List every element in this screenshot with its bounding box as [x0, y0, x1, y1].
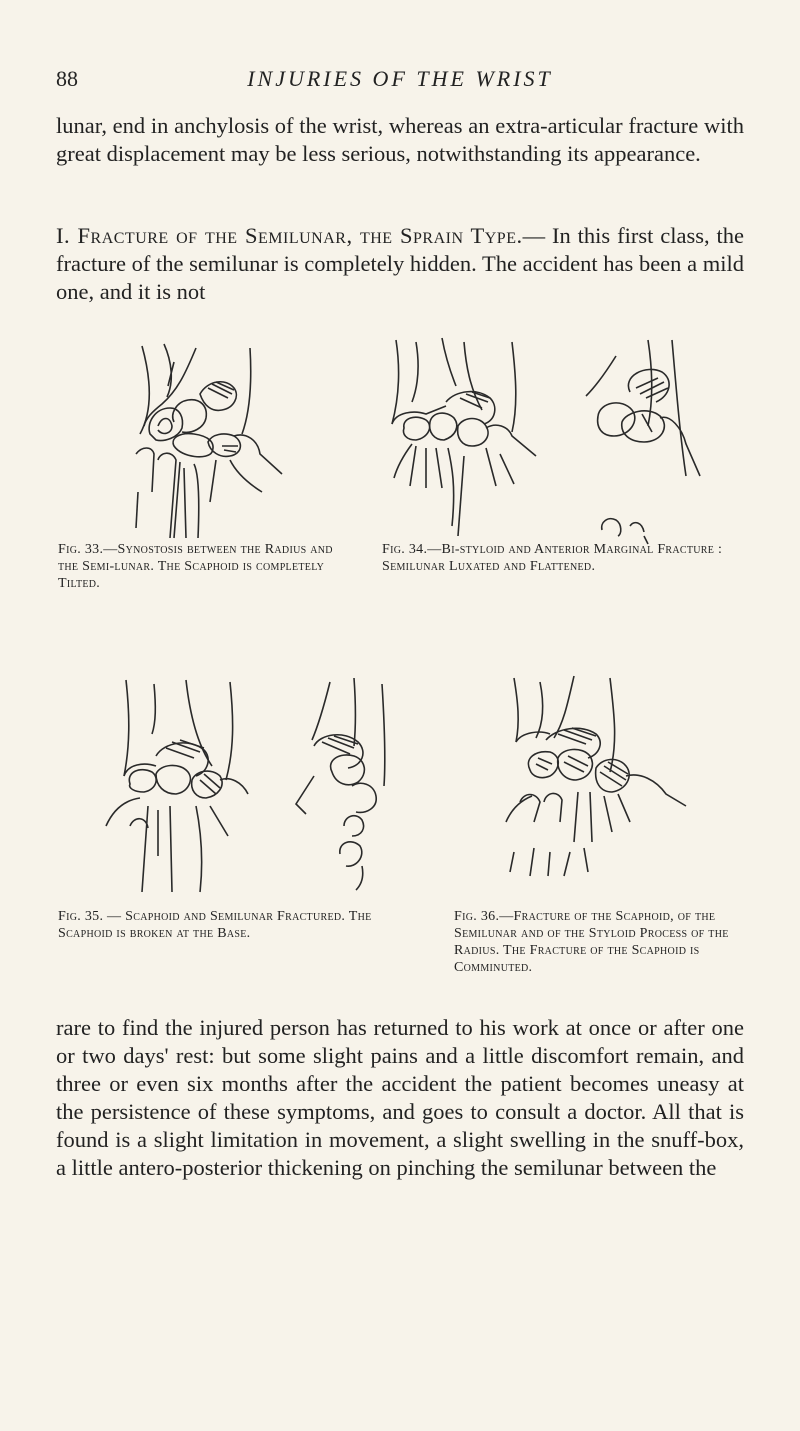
figure-34-drawing — [386, 336, 704, 546]
page-number: 88 — [56, 66, 78, 91]
figure-36-caption — [454, 908, 744, 976]
section-heading: I. Fracture of the Semilunar, the Sprain Type. — [56, 223, 523, 248]
section-text: — In this first class, the fracture of the semilunar is completely hidden. The accident has been a mild one, and it is not — [56, 223, 744, 304]
paragraph-section-one — [56, 222, 744, 306]
figure-36-label: Fig. 36. — [454, 909, 500, 924]
figure-33-caption — [58, 541, 338, 592]
figure-34-caption-text: —Bi-styloid and Anterior Marginal Fracture : Semilunar Luxated and Flattened. — [382, 542, 723, 574]
figure-35-caption-text: — Scaphoid and Semilunar Fractured. The Scaphoid is broken at the Base. — [58, 909, 372, 941]
figure-34-caption — [382, 541, 742, 575]
running-head — [56, 66, 744, 96]
figure-36-drawing — [500, 672, 690, 882]
figure-36-caption-text: —Fracture of the Scaphoid, of the Semilunar and of the Styloid Process of the Radius. The Fracture of the Scaphoid is Comminuted. — [454, 909, 729, 975]
paragraph-continuation: rare to find the injured person has returned to his work at once or after one or two days' rest: but some slight pains and a little discomfort remain, and three or even six months after the accident the patient becomes uneasy at the persistence of these symptoms, and goes to consult a doctor. All that is found is a slight limitation in movement, a slight swelling in the snuff-box, a little antero-posterior thickening on pinching the semilunar between the — [56, 1015, 744, 1180]
figure-35-drawing — [100, 676, 400, 894]
figure-34-label: Fig. 34. — [382, 542, 428, 557]
figure-33-label: Fig. 33. — [58, 542, 104, 557]
paragraph-intro: lunar, end in anchylosis of the wrist, whereas an extra-articular fracture with great displacement may be less serious, notwithstanding its appearance. — [56, 113, 744, 166]
figure-35-label: Fig. 35. — [58, 909, 104, 924]
figure-35-caption — [58, 908, 388, 942]
figure-33-drawing — [112, 342, 302, 542]
running-title: INJURIES OF THE WRIST — [247, 66, 553, 91]
figure-33-caption-text: —Synostosis between the Radius and the Semi-lunar. The Scaphoid is completely Tilted. — [58, 542, 333, 591]
